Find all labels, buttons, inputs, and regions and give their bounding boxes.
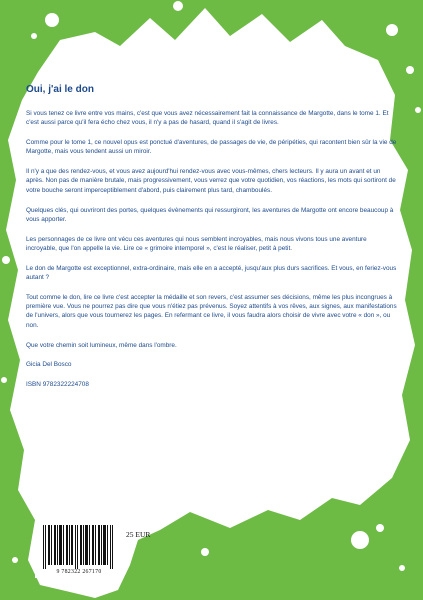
closing-line: Que votre chemin soit lumineux, même dans l'ombre. xyxy=(26,341,177,349)
blurb-paragraph-4: Quelques clés, qui ouvriront des portes, quelques évènements qui ressurgiront, les aventures de Margotte ont encore beaucoup à vous apporter. xyxy=(26,206,394,223)
barcode-digits: 9 782322 267170 xyxy=(56,569,102,575)
blurb-paragraph-2: Comme pour le tome 1, ce nouvel opus est ponctué d'aventures, de passages de vie, de péripéties, qui racontent bien sûr la vie de Margotte, mais vous tendent aussi un miroir. xyxy=(26,139,397,156)
blurb-paragraph-1: Si vous tenez ce livre entre vos mains, c'est que vous avez nécessairement fait la connaissance de Margotte, dans le tome 1. Et c'est aussi parce qu'il fera écho chez vous, il n'y a pas de hasard, quand il s'agit de livres. xyxy=(26,110,389,127)
back-cover-title: Oui, j'ai le don xyxy=(26,84,94,95)
isbn-line: ISBN 9782322224708 xyxy=(26,381,89,389)
author-name: Gicia Del Bosco xyxy=(26,361,72,369)
barcode xyxy=(35,522,123,578)
price-label: 25 EUR xyxy=(126,530,151,539)
blurb-paragraph-6: Le don de Margotte est exceptionnel, extra-ordinaire, mais elle en a accepté, jusqu'aux plus durs sacrifices. Et vous, en feriez-vous autant ? xyxy=(26,264,397,282)
blurb-paragraph-3: Il n'y a que des rendez-vous, et vous avez aujourd'hui rendez-vous avec vous-mêmes, chers lecteurs. Il y aura un avant et un après. Non pas de manière brutale, mais progressivement, vous verrez que votre quotidien, vos réactions, les mots qui sortiront de votre bouche seront imperceptiblement d'abord, puis clairement plus tard, chamboulés. xyxy=(26,168,396,194)
blurb-paragraph-7: Tout comme le don, lire ce livre c'est accepter la médaille et son revers, c'est assumer ses décisions, même les plus incongrues à première vue. Vous ne pourrez pas dire que vous n'étiez pas prévenus. Soyez attentifs à vos rêves, aux signes, aux manifestations de l'univers, alors que vous tournerez les pages. En refermant ce livre, il vous faudra alors choisir de vivre avec votre « don », ou non. xyxy=(26,293,397,329)
blurb-paragraph-5: Les personnages de ce livre ont vécu ces aventures qui nous semblent incroyables, mais nous vivons tous une aventure incroyable, que l'on appelle la vie. Lire ce « grimoire intemporel », c'est le réaliser, petit à petit. xyxy=(26,235,367,252)
barcode-bars xyxy=(35,522,123,570)
blurb xyxy=(26,109,398,400)
